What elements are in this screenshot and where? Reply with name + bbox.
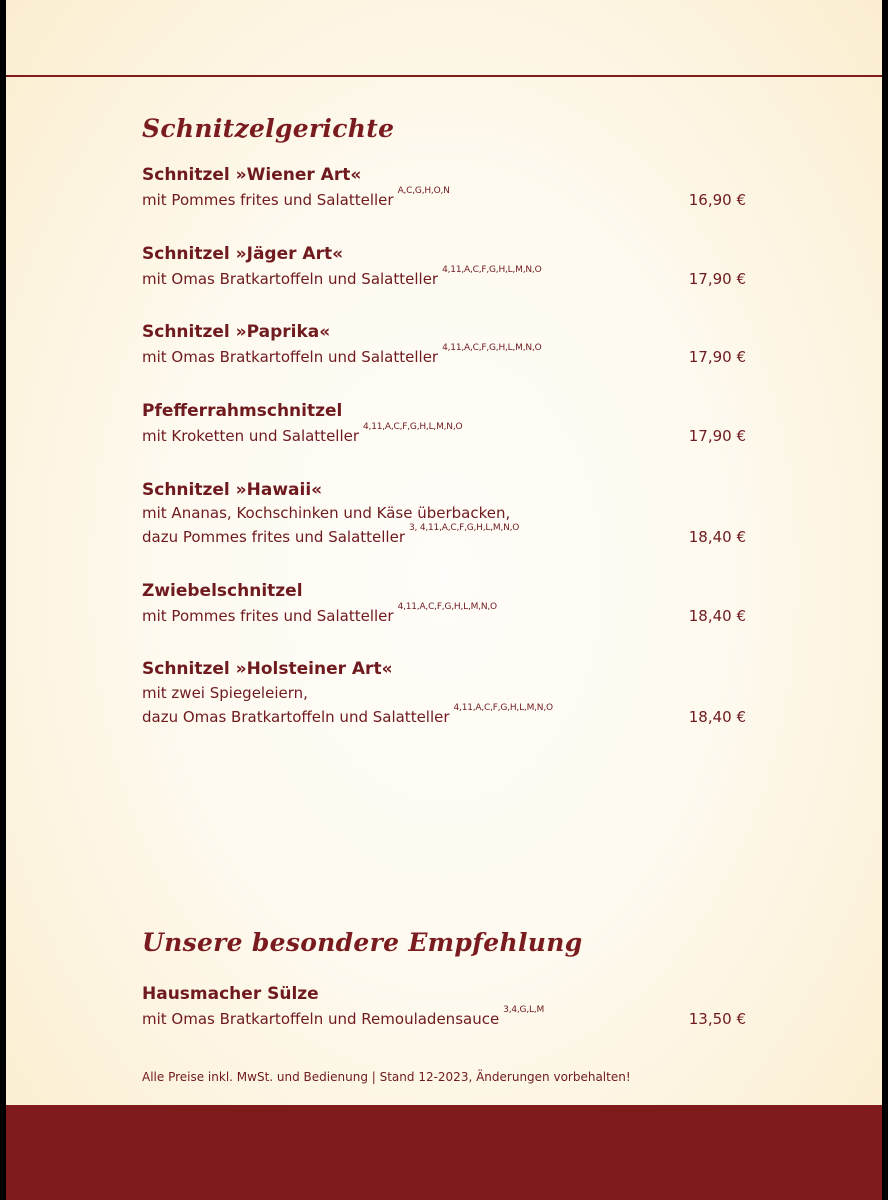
dish-price: 17,90 €	[688, 270, 746, 288]
dish-price: 17,90 €	[688, 427, 746, 445]
dish-name: Schnitzel »Holsteiner Art«	[142, 659, 393, 679]
dish-description: mit Pommes frites und Salatteller $^{A,C,G,H,O,N}$	[142, 186, 450, 209]
dish-price: 18,40 €	[688, 708, 746, 726]
dish-description: mit Omas Bratkartoffeln und Salatteller $^{4,11,A,C,F,G,H,L,M,N,O}$	[142, 265, 542, 288]
dish-description: dazu Pommes frites und Salatteller $^{3, 4,11,A,C,F,G,H,L,M,N,O}$	[142, 523, 520, 546]
dish-name: Schnitzel »Jäger Art«	[142, 244, 344, 264]
allergen-codes: 4,11,A,C,F,G,H,L,M,N,O	[442, 265, 542, 275]
allergen-codes: 4,11,A,C,F,G,H,L,M,N,O	[397, 602, 497, 612]
dish-description: mit Kroketten und Salatteller $^{4,11,A,C,F,G,H,L,M,N,O}$	[142, 422, 463, 445]
section-title-schnitzelgerichte: Schnitzelgerichte	[142, 114, 395, 143]
dish-description: dazu Omas Bratkartoffeln und Salatteller $^{4,11,A,C,F,G,H,L,M,N,O}$	[142, 703, 553, 726]
dish-name: Schnitzel »Wiener Art«	[142, 165, 362, 185]
dish-price: 18,40 €	[688, 528, 746, 546]
allergen-codes: 4,11,A,C,F,G,H,L,M,N,O	[453, 703, 553, 713]
allergen-codes: 3,4,G,L,M	[503, 1005, 545, 1015]
dish-name: Hausmacher Sülze	[142, 984, 319, 1004]
dish-description: mit Ananas, Kochschinken und Käse überbacken,	[142, 504, 511, 522]
allergen-codes: A,C,G,H,O,N	[397, 186, 450, 196]
allergen-codes: 4,11,A,C,F,G,H,L,M,N,O	[442, 343, 542, 353]
dish-name: Schnitzel »Hawaii«	[142, 480, 323, 500]
dish-price: 17,90 €	[688, 348, 746, 366]
dish-name: Schnitzel »Paprika«	[142, 322, 331, 342]
dish-description: mit Omas Bratkartoffeln und Salatteller $^{4,11,A,C,F,G,H,L,M,N,O}$	[142, 343, 542, 366]
section-title-empfehlung: Unsere besondere Empfehlung	[142, 928, 583, 957]
dish-price: 18,40 €	[688, 607, 746, 625]
dish-name: Zwiebelschnitzel	[142, 581, 303, 601]
allergen-codes: 3, 4,11,A,C,F,G,H,L,M,N,O	[409, 523, 520, 533]
dish-name: Pfefferrahmschnitzel	[142, 401, 343, 421]
dish-description: mit zwei Spiegeleiern,	[142, 684, 308, 702]
dish-price: 13,50 €	[688, 1010, 746, 1028]
allergen-codes: 4,11,A,C,F,G,H,L,M,N,O	[363, 422, 463, 432]
top-divider	[6, 75, 882, 77]
dish-description: mit Pommes frites und Salatteller $^{4,11,A,C,F,G,H,L,M,N,O}$	[142, 602, 497, 625]
menu-page	[6, 0, 882, 1200]
footer-band	[6, 1105, 882, 1200]
dish-description: mit Omas Bratkartoffeln und Remouladensauce $^{3,4,G,L,M}$	[142, 1005, 545, 1028]
dish-price: 16,90 €	[688, 191, 746, 209]
price-footnote: Alle Preise inkl. MwSt. und Bedienung | Stand 12-2023, Änderungen vorbehalten!	[142, 1070, 631, 1084]
